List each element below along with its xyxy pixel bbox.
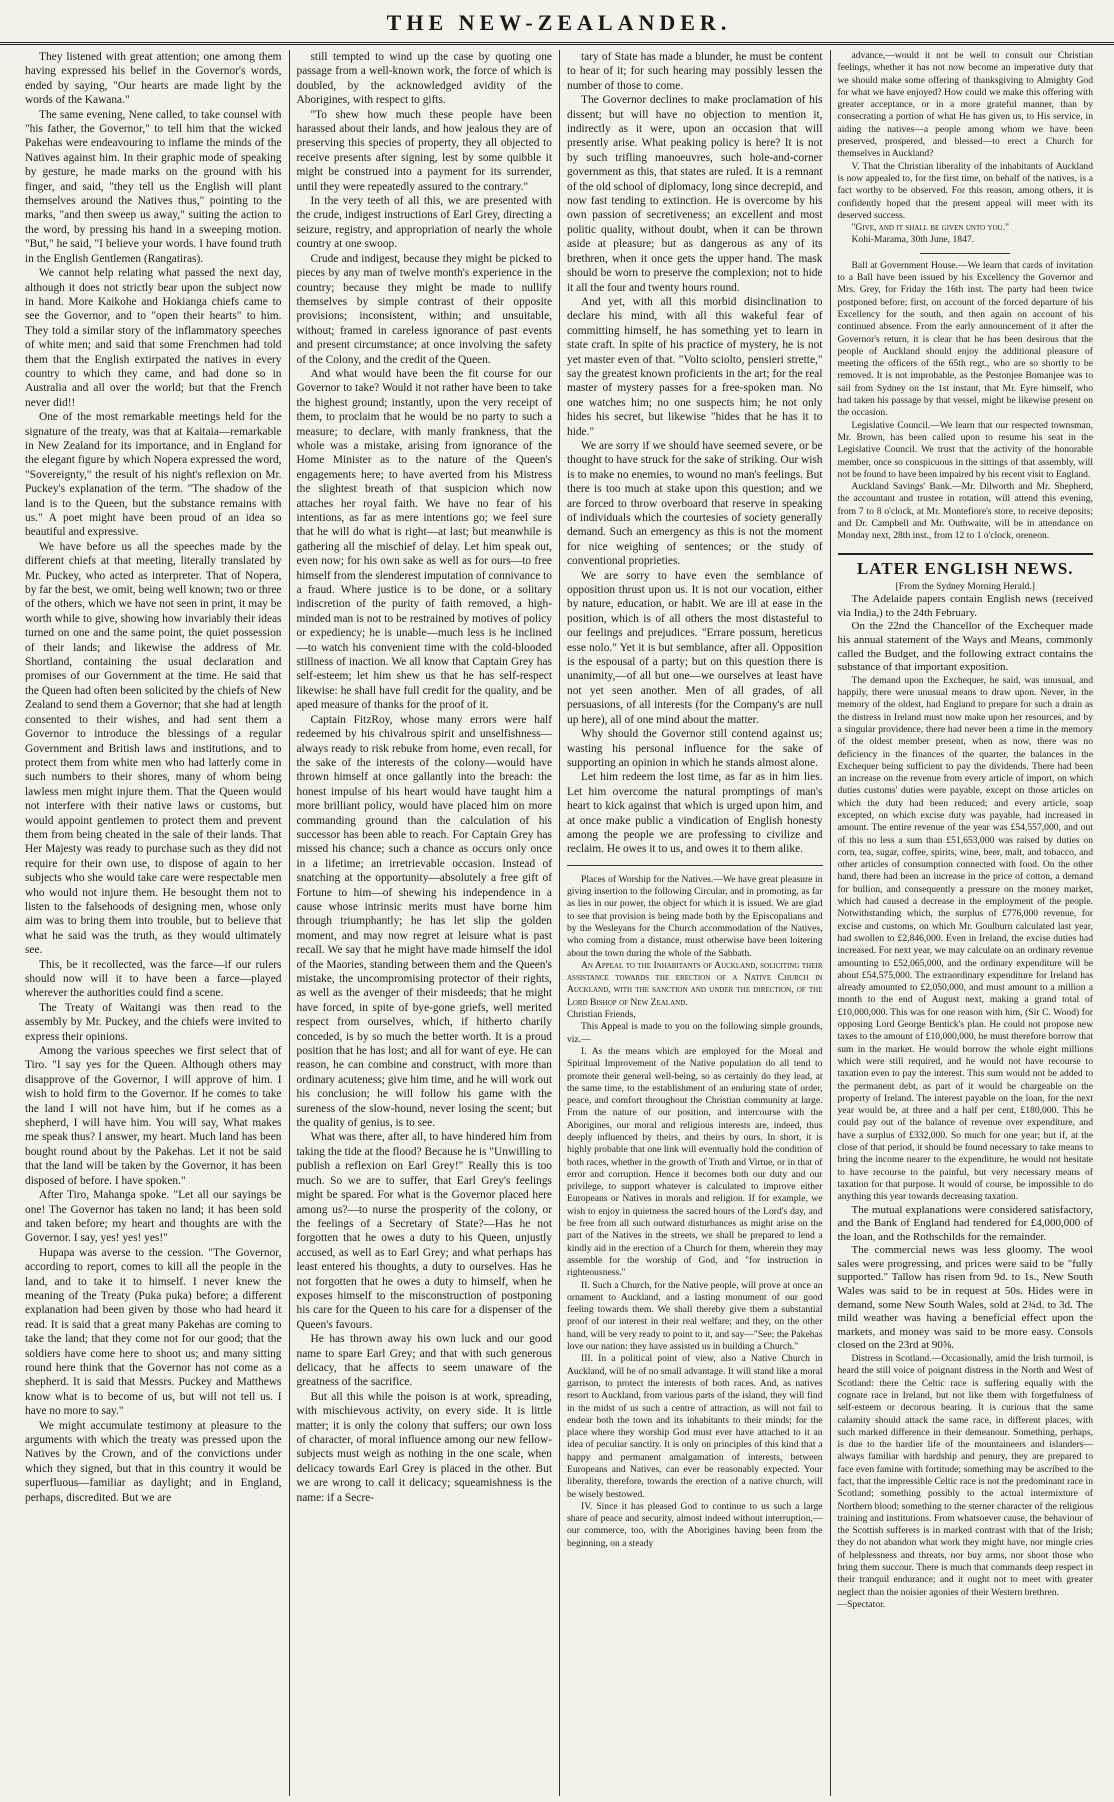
paragraph: Hupapa was averse to the cession. "The Governor, according to report, comes to kill all the people in the land, and to take it to himself. I never knew the meaning of the Treaty (Puka puka) before; a different explanation had been given by those who had heard it read. It is said that a great many Pakehas are coming to take the land; that they come not for our good; that the soldiers have come here to shoot us; and many sitting round here think that the Governor has not come as a shepherd. It is said that Messrs. Puckey and Matthews know what is to become of us, but will not tell us. I have no more to say." <box>25 1246 282 1418</box>
paragraph: IV. Since it has pleased God to continue to us such a large share of peace and security, almost indeed without interruption,—our commerce, too, with the Aborigines having been from the beginning, on a steady <box>567 1500 823 1549</box>
paragraph: Let him redeem the lost time, as far as in him lies. Let him overcome the natural promptings of man's heart to kick against that which is urged upon him, and at once make public a vindication of English honesty among the people we are professing to civilize and reclaim. He owes it to us, and owes it to them alike. <box>567 771 823 856</box>
paragraph: After Tiro, Mahanga spoke. "Let all our sayings be one! The Governor has taken no land; it has been sold and taken before; my heart and thoughts are with the Governor. I say, yes! yes! yes!" <box>25 1189 282 1245</box>
paragraph: The Governor declines to make proclamation of his dissent; but will have no objection to mention it, indirectly as it were, upon an occasion that will presently arise. What peaking policy is here? It is not by such trifling manoeuvres, such hole-and-corner government as this, that states are ruled. It is a remnant of the old school of diplomacy, long since decrepid, and now fast tending to extinction. He is overcome by his own passion of secretiveness; an excellent and most politic quality, without doubt, when it can be thrown aside at pleasure; but as dangerous as any of its brethren, when it once gets the upper hand. The mask should be worn to preserve the complexion; not to hide it all the four and twenty hours round. <box>567 94 823 294</box>
source-credit: [From the Sydney Morning Herald.] <box>895 580 1035 592</box>
appeal-title: An Appeal to the Inhabitants of Auckland, soliciting their assistance towards the erection of a Native Church in Auckland, with the sanction and under the direction, of the Lord Bishop of New Zealand. <box>567 959 823 1008</box>
paragraph: In the very teeth of all this, we are presented with the crude, indigest instructions of Earl Grey, directing a seizure, registry, and appropriation of nearly the whole country at one swoop. <box>296 195 552 251</box>
section-heading: LATER ENGLISH NEWS. <box>838 553 1094 575</box>
paragraph: But all this while the poison is at work, spreading, with mischievous activity, on every side. It is little matter; it is only the colony that suffers; our own loss of character, of moral influence among our new fellow-subjects must weigh as nothing in the one scale, when delicacy towards Earl Grey is placed in the other. But we are wrong to call it delicacy; squeamishness is the name: if a Secre- <box>296 1390 552 1504</box>
paragraph: This Appeal is made to you on the following simple grounds, viz.— <box>567 1021 823 1045</box>
news-item: Ball at Government House.—We learn that cards of invitation to a Ball have been issued by his Excellency the Governor and Mrs. Grey, for Friday the 16th inst. The party had been twice postponed before; first, on account of the forced departure of his Excellency for the south, and then again on account of his continued absence. From the early announcement of it after the Governor's return, it is clear that he has been desirous that the people of Auckland should enjoy the additional pleasure of meeting the officers of the 65th regt., who are so shortly to be removed. It is not improbable, as the Pestonjee Bomanjee was to sail from Sydney on the 1st instant, that Mr. Eyre himself, who had taken his passage by that vessel, might be likewise present on the occasion. <box>837 259 1093 419</box>
paragraph: The commercial news was less gloomy. The wool sales were progressing, and prices were said to be "fully supported." Tallow has risen from 9d. to 1s., New South Wales was said to be in request at 50s. Hides were in demand, some New South Wales, sold at 2¾d. to 3d. The mild weather was having a beneficial effect upon the markets, and money was said to be more easy. Consols closed on the 23rd at 90⅝. <box>837 1244 1093 1352</box>
news-item: Legislative Council.—We learn that our respected townsman, Mr. Brown, has been called upon to resume his seat in the Legislative Council. We trust that the activity of the honorable member, once so conspicuous in the sittings of that assembly, will not be found to have been impaired by his recent visit to England. <box>837 419 1093 480</box>
column-3 <box>559 50 830 1796</box>
paragraph: On the 22nd the Chancellor of the Exchequer made his annual statement of the Ways and Means, commonly called the Budget, and the following extract contains the substance of that important exposition. <box>837 620 1093 674</box>
paragraph: And what would have been the fit course for our Governor to take? Would it not rather have been to take the highest ground; instantly, upon the very receipt of them, to proclaim that he would be no party to such a measure; to declare, with manly frankness, that the whole was a mistake, arising from ignorance of the Home Minister as to the nature of the Queen's engagements here; to have averted from his Mistress the slightest breath of that suspicion which now attaches her royal faith. We have no fear of his intentions, as far as mere intentions go; we feel sure that he will do what is right—at last; but meanwhile is gathering all the mischief of delay. Let him speak out, even now; for his own sake as well as for ours—to free himself from the slenderest imputation of connivance to a fraud. Where justice is to be done, or a solitary indiscretion of the purity of faith removed, a high-minded man is not to be restrained by motives of policy or expediency; he is unable—much less is he inclined—to watch his convenient time with the cold-blooded stillness of inaction. We all know that Captain Grey has self-esteem; let him shew us that he has self-respect likewise: he shall have full credit for the quality, and be aped measure of thanks for the proof of it. <box>296 367 552 712</box>
column-2 <box>289 50 560 1796</box>
paragraph: We are sorry to have even the semblance of opposition thrust upon us. It is not our vocation, either by nature, education, or habit. We are ill at ease in the position, which is of all others the most distasteful to our feelings and prejudices. "Errare possum, hereticus esse nolo." Yet it is but semblance, after all. Opposition is the espousal of a party; but on this question there is unanimity,—of all but one—we ourselves at least have not yet seen another. Men of all grades, of all persuasions, of all interests (for the Company's are null up here), all of one mind about the matter. <box>567 569 823 726</box>
paragraph: We have before us all the speeches made by the different chiefs at that meeting, literally translated by Mr. Puckey, who acted as interpreter. That of Nopera, by far the best, we omit, being well known; two or three of the others, which we have not seen in print, it may be worth while to give, showing how invariably their ideas turned on one and the same point, the quiet possession of their lands; and likewise the address of Mr. Shortland, containing the usual declaration and promises of our Government at the time. He said that the Queen had often been solicited by the chiefs of New Zealand to send them a Governor; that she had at length consented to their wishes, and had sent them a Governor to introduce the blessings of a regular Government and British laws and institutions, and to protect them from white men who had latterly come in such numbers to their shores, many of whom being lawless men might injure them. That the Queen would not interfere with their native laws or customs, but would appoint gentlemen to protect them and prevent them from being cheated in the sale of their lands. That Her Majesty was ready to purchase such as they did not require for their own use, to dispose of again to her subjects who she would take care were respectable men who would not injure them. He besought them not to listen to the falsehoods of designing men, whose only aim was to bring them into trouble, but to believe that what he said was the truth, as they would ultimately see. <box>25 540 282 957</box>
paragraph: II. Such a Church, for the Native people, will prove at once an ornament to Auckland, and a lasting monument of our good feeling towards them. We shall thereby give them a substantial proof of our interest in their real welfare; and they, on the other hand, will be very ready to point to it, and say—"See; the Pakehas love our nation: they have assisted us in building a Church." <box>567 1279 823 1353</box>
paragraph: What was there, after all, to have hindered him from taking the tide at the flood? Because he is "Unwilling to publish a reflexion on Earl Grey!" Really this is too much. So we are to suffer, that Earl Grey's feelings might be spared. For what is the Governor placed here among us?—to nurse the prosperity of the colony, or the feelings of a Secretary of State?—Has he not forgotten that he owes a duty to his Queen, unjustly accused, as well as to Earl Grey; and what perhaps has least entered his thoughts, a duty to ourselves. Has he not forgotten that he owes a duty to himself, when he exposes himself to the misconstruction of postponing his care for the Queen to his care for a dispenser of the Queen's favours. <box>296 1131 552 1331</box>
masthead-rule <box>0 42 1114 45</box>
attribution: —Spectator. <box>837 1598 886 1610</box>
paragraph: "To shew how much these people have been harassed about their lands, and how jealous they are of preserving this species of property, they all objected to receive presents after signing, lest by some quibble it might be construed into a payment for its surrender, until they were repeatedly assured to the contrary." <box>296 108 552 193</box>
column-1 <box>18 50 289 1796</box>
paragraph: tary of State has made a blunder, he must be content to hear of it; for such hearing may possibly lessen the number of those to come. <box>567 51 823 92</box>
motto: "Give, and it shall be given unto you." <box>851 222 1010 234</box>
paragraph: The same evening, Nene called, to take counsel with "his father, the Governor," to tell him that the wicked Pakehas were endeavouring to inflame the minds of the Natives against him. In their graphic mode of speaking by gesture, he made marks on the ground with his finger, and said, "they tell us the English will plant themselves around the Natives thus," pointing to the marks, "and then sweep us away," suiting the action to the word, by pressing his hand in a sweeping motion. "But," he said, "I believe your words. I have found truth in the English Gentlemen (Rangatiras). <box>25 108 282 265</box>
paragraph: Captain FitzRoy, whose many errors were half redeemed by his chivalrous spirit and unselfishness—always ready to risk rebuke from home, even recall, for the sake of the interests of the colony—would have thrown himself at once gallantly into the breach: the honest impulse of his heart would have taught him a more brilliant policy, would have placed him on more commanding ground than the calculation of his successor has been able to reach. For Captain Grey has missed his chance; such a chance as occurs only once in a lifetime; an irretrievable occasion. Instead of snatching at the opportunity—absolutely a free gift of Fortune to him—of shewing his independence in a cause whose intrinsic merits must have borne him through triumphantly; he has let slip the golden moment, and may now regret at leisure what is past recall. We say that he might have made himself the idol of the Maories, standing between them and the Queen's mistake, the uncompromising protector of their rights, as well as the avenger of their misdeeds; that he might have forced, in spite of bye-gone griefs, well merited respect from ourselves, which, if hitherto charily conceded, is by so much the better worth. It is a proud position that he has lost; and all for want of eye. He can reason, he can combine and construct, with more than ordinary acuteness; give him time, and he will work out his conclusion; he will follow his game with the sureness of the slow-hound, never losing the scent; but the quality of genius, is to see. <box>296 713 552 1130</box>
masthead <box>18 0 1100 38</box>
paragraph: III. In a political point of view, also a Native Church in Auckland, will be of no small advantage. It will stand like a moral garrison, to protect the interests of both races. And, as natives resort to Auckland, from various parts of the island, they will find in the midst of us such a centre of attraction, as will not fail to endear both the town and its inhabitants to their minds; for the place where they worship God must ever have attached to it an idea of peculiar sanctity. It is only on principles of this kind that a happy and permanent amalgamation of interests, between Europeans and Natives, can ever be reasonably expected. Your liberality, therefore, towards the erection of a native church, will be wisely bestowed. <box>567 1353 823 1500</box>
paragraph: He has thrown away his own luck and our good name to spare Earl Grey; and that with such generous delicacy, that he affects to seem unaware of the greatness of the sacrifice. <box>296 1333 552 1389</box>
paragraph: Distress in Scotland.—Occasionally, amid the Irish turmoil, is heard the still voice of poignant distress in the North and West of Scotland: there the Celtic race is suffering equally with the cognate race in Ireland, but not like them with forgetfulness of self-esteem or decorous bearing. It is curious that the same calamity should attack the same race, in different places, with such marked difference in their demeanour. Something, perhaps, is due to the hardier life of the mountaineers and islanders—always familiar with hardship and penury, they are prepared to face even famine with fortitude; something may be ascribed to the fact, that the impressible Celtic race is not the predominant race in Scotland; something possibly to the actual intermixture of Northern blood; something to the sterner character of the religious training and institutions. From whatsoever cause, the behaviour of the Scottish sufferers is in marked contrast with that of the Irish; they do not abandon what work they might have, nor mingle cries of helplessness and threats, nor buy arms, nor shoot those who bring them succour. There is much that commands deep respect in their tranquil endurance; and it ought not to meet with greater neglect than the noisier agonies of their Western brethren. <box>837 1353 1093 1598</box>
section-divider <box>567 865 823 866</box>
paragraph: I. As the means which are employed for the Moral and Spiritual Improvement of the Native population do all tend to promote their general well-being, so as certainly do they lead, at the same time, to the establishment of an enduring state of order, peace, and comfort throughout the Christian community at large. From the nature of our position, and intercourse with the Aborigines, our moral and religious interests are, indeed, thus deeply influenced by theirs, and theirs by ours. In short, it is highly probable that one link will eventually hold the condition of both races, whether in the growth of Truth and Virtue, or in that of error and corruption. Hence it becomes both our duty and our privilege, to support whatever is calculated to improve either Europeans or Natives in morals and religion. If for example, we wish to enjoy in quietness the sacred hours of the Lord's day, and be free from all such outward disturbances as might arise on the part of the Natives in the streets, we shall be prepared to lend a kindly aid in the erection of a Church for them, wherein they may assemble for the worship of God, and "for instruction in righteousness." <box>567 1045 823 1279</box>
news-item: Auckland Savings' Bank.—Mr. Dilworth and Mr. Shepherd, the accountant and trustee in rotation, will attend this evening, from 7 to 8 o'clock, at Mr. Montefiore's store, to receive deposits; and Dr. Campbell and Mr. Outhwaite, will be in attendance on Monday next, 28th inst., from 12 to 1 o'clock, oreneon. <box>837 481 1093 542</box>
paragraph: This, be it recollected, was the farce—if our rulers should now will it to have been a farce—played wherever the authorities could find a scene. <box>25 958 282 1000</box>
mini-divider <box>920 253 1010 254</box>
paragraph: The Adelaide papers contain English news (received via India,) to the 24th February. <box>837 593 1093 619</box>
paragraph: We are sorry if we should have seemed severe, or be thought to have struck for the sake of striking. Our wish is to make no enemies, to wound no man's feelings. But there is too much at stake upon this question; and we are forced to throw overboard that reserve in speaking of individuals which the courtesies of society generally demand. Such an emergency as this is not the moment for nice weighing of sentences; or the study of conventional proprieties. <box>567 439 823 568</box>
paragraph: They listened with great attention; one among them having expressed his belief in the Governor's words, ended by saying, "Our hearts are made light by the words of the Kawana." <box>25 51 282 107</box>
appeal-section <box>567 874 823 1550</box>
paragraph: still tempted to wind up the case by quoting one passage from a well-known work, the force of which is doubled, by the acknowledged avidity of the Aborigines, with respect to gifts. <box>296 51 552 107</box>
paragraph: advance,—would it not be well to consult our Christian feelings, whether it has not now become an imperative duty that we should make some offering of thanksgiving to Almighty God for what we have enjoyed? How could we make this offering with greater acceptance, or in a more grateful manner, than by consecrating a portion of what He has given us, to His service, in aiding the natives—a people among whom we have been preserved, prospered, and blessed—to erect a Church for themselves in Auckland? <box>837 50 1093 160</box>
article-lead: Places of Worship for the Natives.—We have great pleasure in giving insertion to the following Circular, and in promoting, as far as lies in our power, the object for which it is issued. We are glad to see that provision is being made both by the Episcopalians and by the Wesleyans for the Church accommodation of the Natives, who coming from a distance, must otherwise have been loitering about the town during the whole of the Sabbath. <box>567 873 823 959</box>
dateline: Kohi-Marama, 30th June, 1847. <box>851 234 975 246</box>
paragraph: The Treaty of Waitangi was then read to the assembly by Mr. Puckey, and the chiefs were invited to express their opinions. <box>25 1001 282 1043</box>
newspaper-title: THE NEW-ZEALANDER. <box>386 10 732 35</box>
column-4 <box>830 50 1101 1796</box>
paragraph: And yet, with all this morbid disinclination to declare his mind, with all this wakeful fear of committing himself, he has something yet to learn in state craft. In spite of his practice of mystery, he is not yet master even of that. "Volto sciolto, pensieri strette," say the greatest known proficients in the art; for the real master of mystery passes for a free-spoken man. No one watches him; no one suspects him; he not only hides his secret, but likewise "hides that he has it to hide." <box>567 295 823 438</box>
paragraph: The demand upon the Exchequer, he said, was unusual, and happily, there were unusual means to draw upon. Never, in the memory of the oldest, had England to prepare for such a drain as the distress in Ireland must now make upon her resources, and by a singular providence, there had never been a time in the memory of the oldest member present, when as now, there was no deficiency in the finances of the quarter, the balances in the Exchequer being sufficient to pay the dividends. There had been an increase on the revenue from every article of import, on which duties customs' duties were payable, except on those articles on which the duty had been reduced; and every article, soap excepted, on which excise duty was payable, had increased in amount. The entire revenue of the year was £54,557,000, and out of this no less a sum than £51,653,000 was raised by duties on corn, tea, sugar, coffee, spirits, wine, beer, malt, and tobacco, and other articles of consumption connected with food. On the other hand, there had been an increase in the price of cotton, a demand for bullion, and consequently a pressure on the money market, which had caused a decrease in the employment of the people. Notwithstanding which, the surplus of £776,000 revenue, for excise and customs, on which Mr. Goulburn calculated last year, had swollen to £2,846,000. Even in Ireland, the excise duties had increased. For next year, we may calculate on an ordinary revenue amounting to £52,065,000, and the ordinary expenditure will be about £54,575,000. The extraordinary expenditure for Ireland has already amounted to £2,050,000, and must amount to a million a month to the end of August next, making a grand total of £10,000,000. This was for one reason with him, (Sir C. Wood) for opposing Lord George Bentick's plan. He could not propose new taxes to the amount of £10,000,000, he must therefore borrow that sum in the market. He would borrow the whole eight millions which were still required, and he would not have recourse to taxation even to pay the interest. This sum would not be added to the permanent debt, as part of it would be chargeable on the property of Ireland. The interest payable on the loan, for the next year would be, at three and a half per cent, £180,000. This he could pay out of the balance of revenue over expenditure, and have a surplus of £332,000. So much for one year; but if, at the close of that period, it should be found necessary to take means to bring the income nearer to the expenditure, he would not hesitate to have recourse to the painful, but very necessary means of taxation for that purpose. It would of course, be impossible to do anything this year towards decreasing taxation. <box>837 674 1093 1203</box>
paragraph: We might accumulate testimony at pleasure to the arguments with which the treaty was pressed upon the Natives by the Crown, and of the convictions under which they signed, but that in this country it would be superfluous—familiar as daylight; and in England, perhaps, discredited. But we are <box>25 1419 282 1504</box>
paragraph: Why should the Governor still contend against us; wasting his personal influence for the sake of supporting an opinion in which he stands almost alone. <box>567 728 823 769</box>
paragraph: V. That the Christian liberality of the inhabitants of Auckland is now appealed to, for the first time, on behalf of the natives, is a fact worthy to be observed. For this reason, among others, it is confidently hoped that the present appeal will meet with its deserved success. <box>837 160 1093 221</box>
paragraph: The mutual explanations were considered satisfactory, and the Bank of England had tendered for £4,000,000 of the loan, and the Rothschilds for the remainder. <box>837 1203 1093 1243</box>
paragraph: Among the various speeches we first select that of Tiro. "I say yes for the Queen. Although others may disapprove of the Governor, I will approve of him. I wish to hold firm to the Governor. If he comes to take the land I will not have him, but if he comes as a shepherd, I will have him. You will say, What makes me speak thus? I answer, my heart. Much land has been bought round about by the Pakehas. Let it not be said that the land will be taken by the Governor, it has been disposed of before. I have spoken." <box>25 1045 282 1187</box>
paragraph: Crude and indigest, because they might be picked to pieces by any man of twelve month's experience in the country; because they might be made to nullify themselves by simple contrast of their opposite provisions; inconsistent, within; and unsuitable, without; framed in careless ignorance of past events and present circumstance; at once involving the safety of the Colony, and the credit of the Queen. <box>296 252 552 366</box>
paragraph: One of the most remarkable meetings held for the signature of the treaty, was that at Kaitaia—remarkable in New Zealand for its importance, and in England for the elegant figure by which Nopera expressed the word, "Sovereignty," the result of his night's reflexion on Mr. Puckey's explanation of the term. "The shadow of the land is to the Queen, but the substance remains with us." A poet might have been proud of an idea so beautiful and expressive. <box>25 411 282 539</box>
salutation: Christian Friends, <box>567 1009 636 1021</box>
paragraph: We cannot help relating what passed the next day, although it does not strictly bear upon the subject now in hand. More Kaikohe and Hokianga chiefs came to see the Governor, and to "open their hearts" to him. They told a similar story of the inflammatory speeches of white men; and said that some Frenchmen had told them that the English extirpated the natives in every country to which they came, and had done so in Australia and all over the world; but that the French never did!! <box>25 267 282 409</box>
columns <box>18 50 1100 1796</box>
